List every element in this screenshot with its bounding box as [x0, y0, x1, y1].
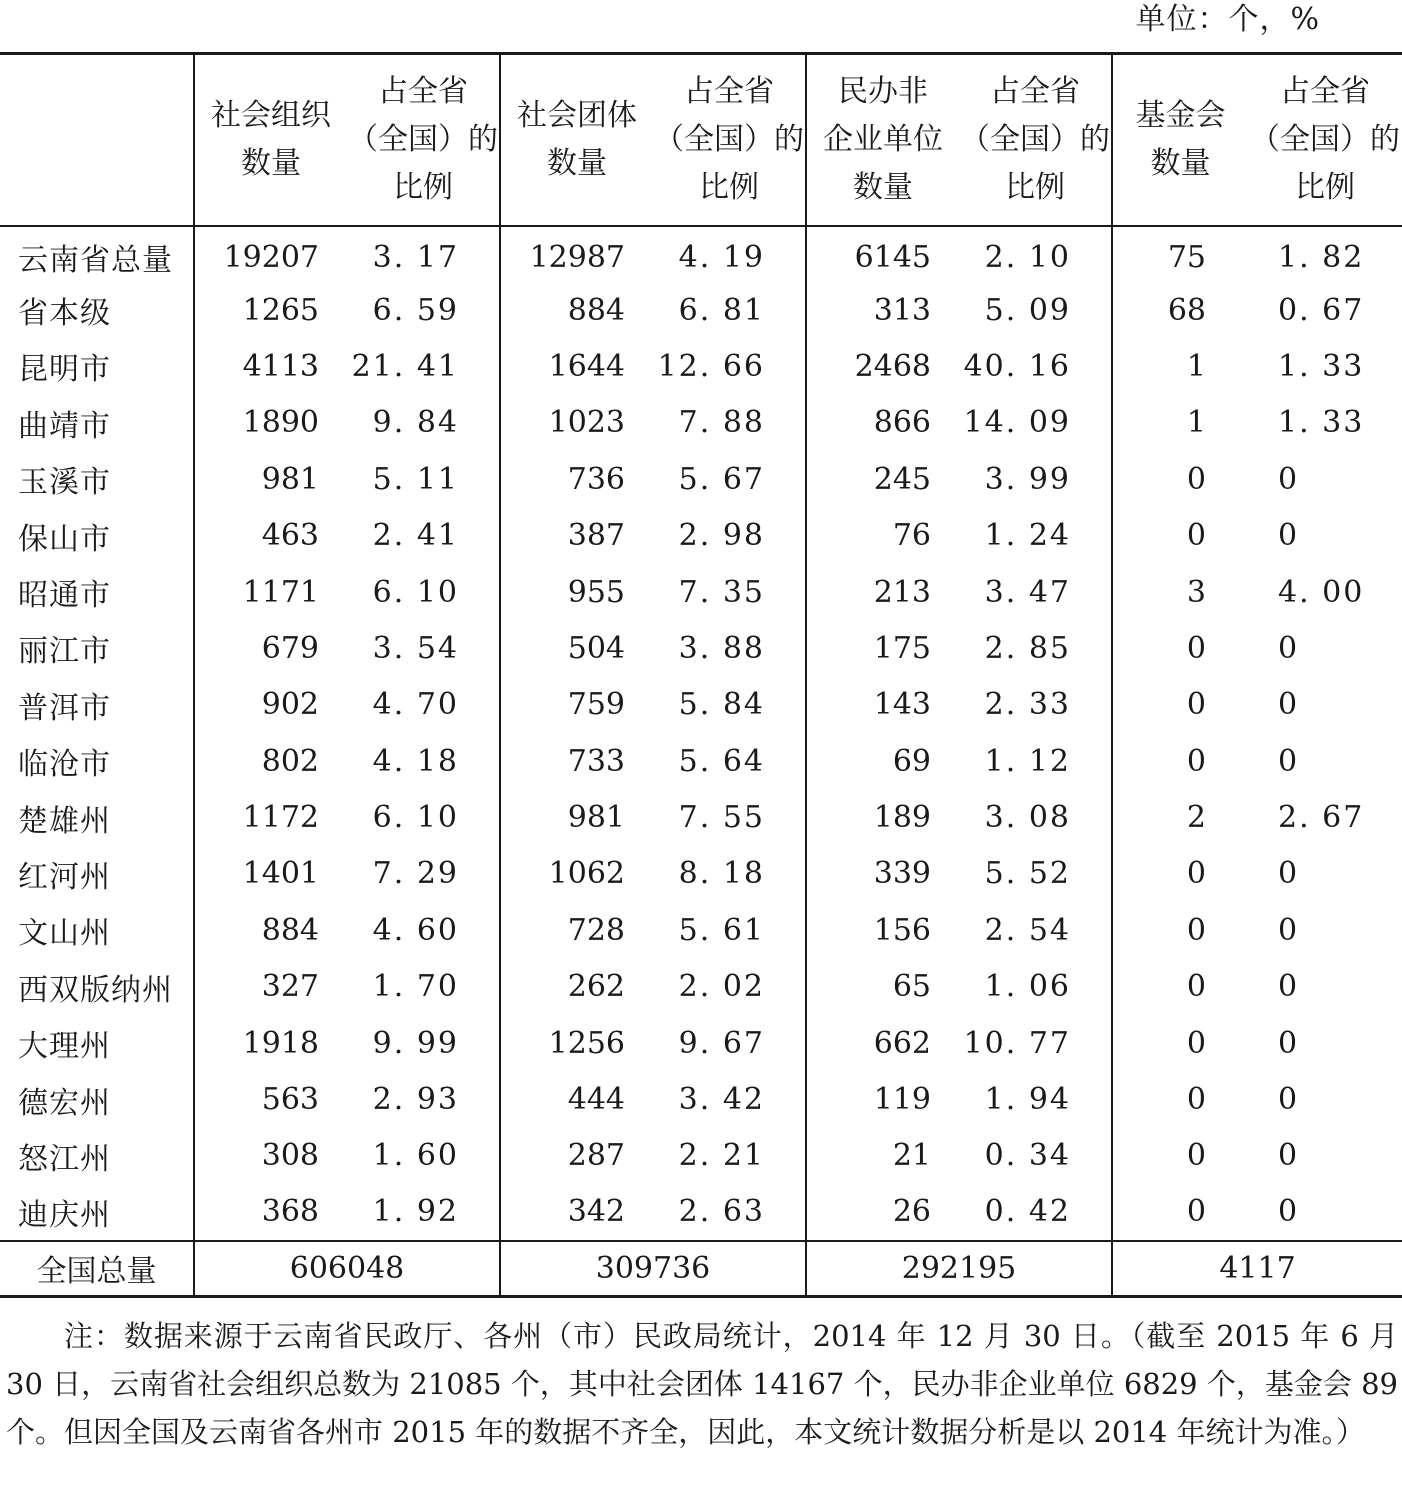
org-ratio-cell: 1. 70	[372, 969, 459, 1005]
group-count-cell: 1023	[500, 395, 653, 451]
table-row	[0, 338, 1402, 394]
nonprofit-ratio-cell: 3. 08	[984, 800, 1071, 836]
group-count-cell: 884	[500, 282, 653, 338]
header-org-count	[194, 54, 347, 226]
org-count-cell: 1172	[194, 789, 347, 845]
nonprofit-ratio-cell: 1. 24	[984, 518, 1071, 554]
header-line: （全国）的	[960, 121, 1110, 157]
group-ratio-cell: 9. 67	[678, 1025, 765, 1061]
foundation-ratio-cell: 0	[1278, 912, 1300, 948]
header-line: 社会团体	[517, 97, 637, 133]
group-count-cell: 728	[500, 902, 653, 958]
nonprofit-ratio-cell: 2. 10	[984, 239, 1071, 275]
header-nonprofit-count	[806, 54, 959, 226]
total-group-count: 309736	[500, 1241, 806, 1297]
org-ratio-cell: 9. 84	[372, 405, 459, 441]
foundation-count-cell: 68	[1112, 282, 1248, 338]
foundation-count-cell: 0	[1112, 1184, 1248, 1240]
foundation-ratio-cell: 0	[1278, 969, 1300, 1005]
header-line: 占全省	[378, 73, 468, 109]
foundation-ratio-cell: 0	[1278, 1138, 1300, 1174]
foundation-count-cell: 75	[1112, 226, 1248, 282]
table-row	[0, 959, 1402, 1015]
group-count-cell: 759	[500, 677, 653, 733]
group-count-cell: 981	[500, 789, 653, 845]
group-count-cell: 955	[500, 564, 653, 620]
foundation-ratio-cell: 2. 67	[1278, 800, 1365, 836]
header-line: 数量	[1150, 145, 1211, 181]
foundation-ratio-cell: 0	[1278, 856, 1300, 892]
nonprofit-ratio-cell: 2. 33	[984, 687, 1071, 723]
nonprofit-ratio-cell: 2. 54	[984, 912, 1071, 948]
group-count-cell: 262	[500, 959, 653, 1015]
region-name-cell: 大理州	[18, 1029, 111, 1065]
nonprofit-ratio-cell: 40. 16	[963, 348, 1071, 384]
total-foundation-count: 4117	[1112, 1241, 1402, 1297]
header-line: 企业单位	[823, 121, 943, 157]
region-name-cell: 西双版纳州	[18, 972, 173, 1008]
org-ratio-cell: 3. 54	[372, 630, 459, 666]
group-ratio-cell: 3. 42	[678, 1082, 765, 1118]
group-count-cell: 733	[500, 733, 653, 789]
org-ratio-cell: 2. 41	[372, 518, 459, 554]
org-count-cell: 1265	[194, 282, 347, 338]
org-count-cell: 884	[194, 902, 347, 958]
foundation-ratio-cell: 0	[1278, 630, 1300, 666]
nonprofit-count-cell: 2468	[806, 338, 959, 394]
group-count-cell: 287	[500, 1128, 653, 1184]
header-line: 占全省	[684, 73, 774, 109]
header-line: 比例	[1295, 169, 1355, 205]
group-ratio-cell: 7. 35	[678, 574, 765, 610]
org-count-cell: 802	[194, 733, 347, 789]
org-ratio-cell: 4. 18	[372, 743, 459, 779]
region-name-cell: 德宏州	[18, 1085, 111, 1121]
org-ratio-cell: 6. 10	[372, 800, 459, 836]
group-count-cell: 1256	[500, 1015, 653, 1071]
region-name-cell: 红河州	[18, 859, 111, 895]
org-count-cell: 19207	[194, 226, 347, 282]
group-ratio-cell: 6. 81	[678, 292, 765, 328]
group-ratio-cell: 2. 02	[678, 969, 765, 1005]
foundation-count-cell: 0	[1112, 451, 1248, 507]
table-note: 注：数据来源于云南省民政厅、各州（市）民政局统计，2014 年 12 月 30 日。（截至 2015 年 6 月 30 日，云南省社会组织总数为 21085 个，其中社会团体 14167 个，民办非企业单位 6829 个，基金会 89 个。但因全国及云南省各州市 2015 年的数据不齐全，因此，本文统计数据分析是以 2014 年统计为准。）	[6, 1319, 1398, 1449]
table-row	[0, 507, 1402, 563]
foundation-count-cell: 0	[1112, 677, 1248, 733]
table-body	[0, 226, 1402, 1241]
org-ratio-cell: 9. 99	[372, 1025, 459, 1061]
org-count-cell: 327	[194, 959, 347, 1015]
nonprofit-ratio-cell: 1. 06	[984, 969, 1071, 1005]
nonprofit-ratio-cell: 14. 09	[963, 405, 1071, 441]
org-count-cell: 463	[194, 507, 347, 563]
org-ratio-cell: 5. 11	[372, 461, 459, 497]
foundation-count-cell: 0	[1112, 620, 1248, 676]
header-line: 数量	[547, 145, 607, 181]
header-line: 占全省	[1280, 73, 1370, 109]
org-count-cell: 1401	[194, 846, 347, 902]
header-foundation-ratio	[1248, 54, 1402, 226]
nonprofit-count-cell: 866	[806, 395, 959, 451]
table-row	[0, 677, 1402, 733]
foundation-ratio-cell: 1. 33	[1278, 405, 1365, 441]
foundation-ratio-cell: 4. 00	[1278, 574, 1365, 610]
total-row	[0, 1241, 1402, 1297]
group-count-cell: 1644	[500, 338, 653, 394]
org-count-cell: 902	[194, 677, 347, 733]
header-line: （全国）的	[348, 121, 498, 157]
table-row	[0, 226, 1402, 282]
foundation-ratio-cell: 1. 82	[1278, 239, 1365, 275]
foundation-count-cell: 0	[1112, 1015, 1248, 1071]
org-ratio-cell: 6. 59	[372, 292, 459, 328]
total-nonprofit-count: 292195	[806, 1241, 1112, 1297]
nonprofit-count-cell: 21	[806, 1128, 959, 1184]
org-ratio-cell: 2. 93	[372, 1082, 459, 1118]
table-row	[0, 846, 1402, 902]
foundation-ratio-cell: 1. 33	[1278, 348, 1365, 384]
foundation-ratio-cell: 0	[1278, 1082, 1300, 1118]
group-ratio-cell: 7. 88	[678, 405, 765, 441]
total-org-count: 606048	[194, 1241, 500, 1297]
header-line: 社会组织	[211, 97, 331, 133]
header-line: 比例	[393, 169, 453, 205]
group-ratio-cell: 5. 84	[678, 687, 765, 723]
nonprofit-count-cell: 119	[806, 1071, 959, 1127]
group-count-cell: 342	[500, 1184, 653, 1240]
foundation-ratio-cell: 0	[1278, 1025, 1300, 1061]
header-row	[0, 54, 1402, 226]
table-row	[0, 1184, 1402, 1240]
nonprofit-ratio-cell: 5. 09	[984, 292, 1071, 328]
nonprofit-ratio-cell: 0. 42	[984, 1194, 1071, 1230]
group-ratio-cell: 2. 98	[678, 518, 765, 554]
nonprofit-count-cell: 213	[806, 564, 959, 620]
nonprofit-count-cell: 26	[806, 1184, 959, 1240]
region-name-cell: 玉溪市	[18, 465, 111, 501]
group-count-cell: 12987	[500, 226, 653, 282]
nonprofit-ratio-cell: 3. 47	[984, 574, 1071, 610]
header-line: 基金会	[1135, 97, 1226, 133]
table-row	[0, 451, 1402, 507]
header-line: （全国）的	[1250, 121, 1400, 157]
nonprofit-ratio-cell: 5. 52	[984, 856, 1071, 892]
group-count-cell: 444	[500, 1071, 653, 1127]
header-line: （全国）的	[654, 121, 804, 157]
region-name-cell: 迪庆州	[18, 1197, 111, 1233]
nonprofit-count-cell: 65	[806, 959, 959, 1015]
header-line: 占全省	[990, 73, 1080, 109]
nonprofit-ratio-cell: 1. 94	[984, 1082, 1071, 1118]
org-ratio-cell: 4. 70	[372, 687, 459, 723]
foundation-ratio-cell: 0	[1278, 743, 1300, 779]
foundation-count-cell: 0	[1112, 959, 1248, 1015]
unit-label: 单位：个，%	[1135, 2, 1320, 37]
org-ratio-cell: 4. 60	[372, 912, 459, 948]
foundation-count-cell: 0	[1112, 846, 1248, 902]
org-ratio-cell: 1. 92	[372, 1194, 459, 1230]
statistics-table	[0, 52, 1402, 1298]
region-name-cell: 省本级	[18, 296, 111, 332]
region-name-cell: 昆明市	[18, 352, 111, 388]
nonprofit-ratio-cell: 3. 99	[984, 461, 1071, 497]
table-row	[0, 282, 1402, 338]
header-line: 数量	[853, 169, 913, 205]
group-count-cell: 736	[500, 451, 653, 507]
nonprofit-count-cell: 189	[806, 789, 959, 845]
nonprofit-count-cell: 143	[806, 677, 959, 733]
nonprofit-ratio-cell: 0. 34	[984, 1138, 1071, 1174]
group-count-cell: 387	[500, 507, 653, 563]
table-row	[0, 1015, 1402, 1071]
header-line: 比例	[699, 169, 759, 205]
region-name-cell: 怒江州	[18, 1141, 111, 1177]
header-foundation-count	[1112, 54, 1248, 226]
table-row	[0, 789, 1402, 845]
region-name-cell: 曲靖市	[18, 408, 111, 444]
org-count-cell: 308	[194, 1128, 347, 1184]
nonprofit-ratio-cell: 10. 77	[963, 1025, 1071, 1061]
org-count-cell: 4113	[194, 338, 347, 394]
table-row	[0, 733, 1402, 789]
nonprofit-count-cell: 175	[806, 620, 959, 676]
nonprofit-count-cell: 339	[806, 846, 959, 902]
foundation-count-cell: 0	[1112, 1128, 1248, 1184]
group-ratio-cell: 5. 67	[678, 461, 765, 497]
table-row	[0, 564, 1402, 620]
table-row	[0, 902, 1402, 958]
foundation-count-cell: 0	[1112, 1071, 1248, 1127]
table-total	[0, 1241, 1402, 1297]
header-group-ratio	[653, 54, 806, 226]
foundation-count-cell: 1	[1112, 338, 1248, 394]
nonprofit-count-cell: 245	[806, 451, 959, 507]
header-line: 数量	[241, 145, 301, 181]
header-org-ratio	[347, 54, 500, 226]
nonprofit-count-cell: 662	[806, 1015, 959, 1071]
table-row	[0, 1128, 1402, 1184]
group-ratio-cell: 5. 61	[678, 912, 765, 948]
foundation-count-cell: 3	[1112, 564, 1248, 620]
region-name-cell: 临沧市	[18, 747, 111, 783]
org-count-cell: 981	[194, 451, 347, 507]
org-count-cell: 1918	[194, 1015, 347, 1071]
org-count-cell: 679	[194, 620, 347, 676]
header-corner-cell	[0, 54, 194, 226]
foundation-count-cell: 1	[1112, 395, 1248, 451]
foundation-count-cell: 2	[1112, 789, 1248, 845]
org-count-cell: 563	[194, 1071, 347, 1127]
region-name-cell: 文山州	[18, 916, 111, 952]
foundation-ratio-cell: 0	[1278, 518, 1300, 554]
nonprofit-ratio-cell: 1. 12	[984, 743, 1071, 779]
table-row	[0, 620, 1402, 676]
group-ratio-cell: 4. 19	[678, 239, 765, 275]
group-count-cell: 1062	[500, 846, 653, 902]
total-label: 全国总量	[0, 1241, 194, 1297]
nonprofit-count-cell: 69	[806, 733, 959, 789]
nonprofit-count-cell: 156	[806, 902, 959, 958]
org-ratio-cell: 3. 17	[372, 239, 459, 275]
group-ratio-cell: 2. 21	[678, 1138, 765, 1174]
group-count-cell: 504	[500, 620, 653, 676]
group-ratio-cell: 3. 88	[678, 630, 765, 666]
org-ratio-cell: 6. 10	[372, 574, 459, 610]
org-ratio-cell: 7. 29	[372, 856, 459, 892]
region-name-cell: 普洱市	[18, 690, 111, 726]
org-count-cell: 1890	[194, 395, 347, 451]
foundation-count-cell: 0	[1112, 902, 1248, 958]
nonprofit-count-cell: 313	[806, 282, 959, 338]
nonprofit-ratio-cell: 2. 85	[984, 630, 1071, 666]
group-ratio-cell: 12. 66	[657, 348, 765, 384]
table-row	[0, 1071, 1402, 1127]
nonprofit-count-cell: 6145	[806, 226, 959, 282]
group-ratio-cell: 8. 18	[678, 856, 765, 892]
region-name-cell: 丽江市	[18, 634, 111, 670]
foundation-count-cell: 0	[1112, 733, 1248, 789]
table-header	[0, 54, 1402, 226]
org-ratio-cell: 21. 41	[351, 348, 459, 384]
foundation-ratio-cell: 0	[1278, 687, 1300, 723]
foundation-ratio-cell: 0	[1278, 1194, 1300, 1230]
group-ratio-cell: 7. 55	[678, 800, 765, 836]
table-row	[0, 395, 1402, 451]
foundation-count-cell: 0	[1112, 507, 1248, 563]
region-name-cell: 云南省总量	[18, 243, 173, 279]
nonprofit-count-cell: 76	[806, 507, 959, 563]
group-ratio-cell: 5. 64	[678, 743, 765, 779]
org-count-cell: 1171	[194, 564, 347, 620]
group-ratio-cell: 2. 63	[678, 1194, 765, 1230]
region-name-cell: 保山市	[18, 521, 111, 557]
header-group-count	[500, 54, 653, 226]
region-name-cell: 楚雄州	[18, 803, 111, 839]
foundation-ratio-cell: 0	[1278, 461, 1300, 497]
org-count-cell: 368	[194, 1184, 347, 1240]
foundation-ratio-cell: 0. 67	[1278, 292, 1365, 328]
org-ratio-cell: 1. 60	[372, 1138, 459, 1174]
region-name-cell: 昭通市	[18, 578, 111, 614]
header-line: 民办非	[838, 73, 928, 109]
header-nonprofit-ratio	[959, 54, 1112, 226]
header-line: 比例	[1005, 169, 1065, 205]
